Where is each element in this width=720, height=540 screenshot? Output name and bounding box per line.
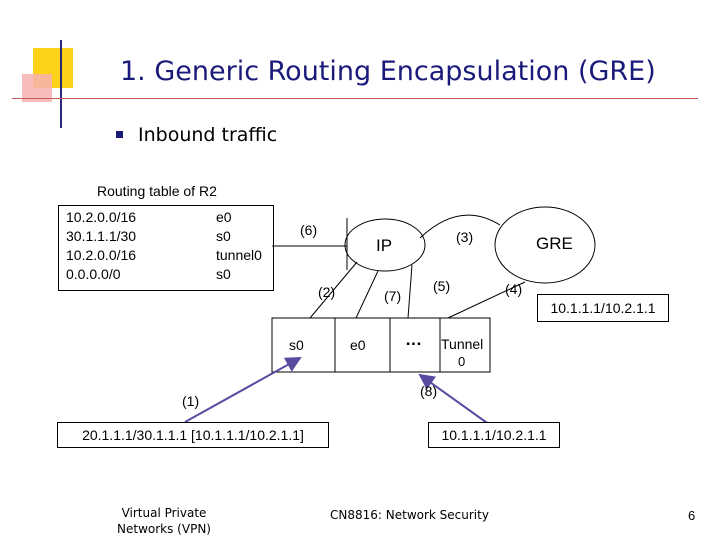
packet-inbound-serial: 20.1.1.1/30.1.1.1 [10.1.1.1/10.2.1.1] <box>57 422 329 448</box>
route-destination: 10.2.0.0/16 <box>66 247 137 263</box>
bullet-text: Inbound traffic <box>138 124 278 146</box>
step-7-label: (7) <box>384 288 402 304</box>
step-2-label: (2) <box>318 284 336 300</box>
tunnel-number-label: 0 <box>458 354 466 369</box>
s0-interface-label: s0 <box>289 337 304 353</box>
route-destination: 10.2.0.0/16 <box>66 209 137 225</box>
tunnel-interface-label: Tunnel <box>441 336 484 352</box>
step-1-label: (1) <box>182 393 200 409</box>
route-destination: 0.0.0.0/0 <box>66 266 121 282</box>
route-interface: s0 <box>216 266 231 282</box>
step-5-label: (5) <box>433 278 451 294</box>
route-destination: 30.1.1.1/30 <box>66 228 137 244</box>
route-interface: s0 <box>216 228 231 244</box>
ip-node-label: IP <box>376 236 393 255</box>
route-interface: tunnel0 <box>216 247 262 263</box>
edge-tunnel-to-ip <box>408 265 412 318</box>
step-8-label: (8) <box>420 383 438 399</box>
footer-course-topic <box>112 505 216 537</box>
packet-decapsulated: 10.1.1.1/10.2.1.1 <box>537 294 669 322</box>
step-6-label: (6) <box>300 222 318 238</box>
routing-table-title: Routing table of R2 <box>97 183 217 199</box>
step-4-label: (4) <box>505 281 523 297</box>
packet-inbound-tunnel: 10.1.1.1/10.2.1.1 <box>428 422 560 448</box>
footer-topic-line2: Networks (VPN) <box>117 522 211 536</box>
footer-course-name: CN8816: Network Security <box>330 508 489 522</box>
ellipsis-label: … <box>405 330 422 349</box>
arrow-inbound-serial <box>185 358 300 422</box>
edge-ip-to-e0 <box>356 271 378 318</box>
e0-interface-label: e0 <box>350 337 366 353</box>
footer-topic-line1: Virtual Private <box>121 506 207 520</box>
route-interface: e0 <box>216 209 232 225</box>
gre-node-label: GRE <box>536 234 573 253</box>
slide-title: 1. Generic Routing Encapsulation (GRE) <box>120 56 656 87</box>
page-number: 6 <box>688 508 696 523</box>
step-3-label: (3) <box>456 229 474 245</box>
